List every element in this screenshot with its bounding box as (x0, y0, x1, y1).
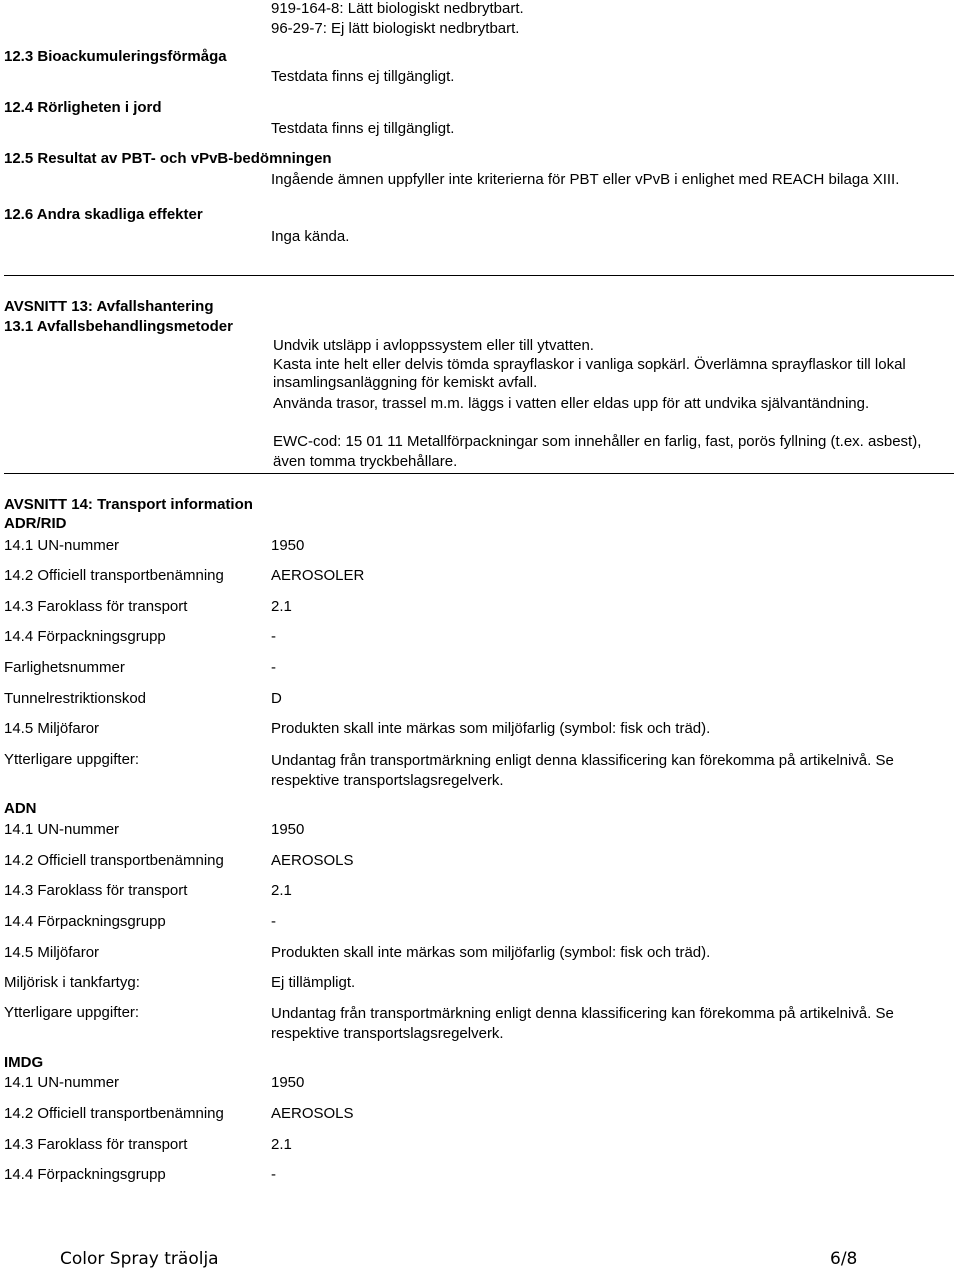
adn-title: ADN (4, 800, 37, 817)
adr-un-label: 14.1 UN-nummer (4, 537, 120, 554)
adn-packing-label: 14.4 Förpackningsgrupp (4, 913, 166, 930)
adr-hazard-number-value: - (271, 659, 276, 676)
adr-env-value: Produkten skall inte märkas som miljöfarlig (symbol: fisk och träd). (271, 720, 711, 737)
adn-extra-label: Ytterligare uppgifter: (4, 1004, 140, 1021)
adr-class-label: 14.3 Faroklass för transport (4, 598, 188, 615)
pbt-label: 12.5 Resultat av PBT- och vPvB-bedömningen (4, 150, 332, 167)
imdg-title: IMDG (4, 1054, 44, 1071)
bioaccumulation-value: Testdata finns ej tillgängligt. (271, 68, 455, 85)
adr-un-value: 1950 (271, 537, 305, 554)
adn-name-label: 14.2 Officiell transportbenämning (4, 852, 224, 869)
adr-hazard-number-label: Farlighetsnummer (4, 659, 125, 676)
waste-line-2: Kasta inte helt eller delvis tömda sprayflaskor i vanliga sopkärl. Överlämna sprayflaskor till lokal insamlingsanläggning för kemiskt avfall. (273, 356, 906, 391)
adn-env-value: Produkten skall inte märkas som miljöfarlig (symbol: fisk och träd). (271, 944, 711, 961)
adr-packing-value: - (271, 628, 276, 645)
pbt-value: Ingående ämnen uppfyller inte kriterierna för PBT eller vPvB i enlighet med REACH bilaga XIII. (271, 171, 900, 188)
mobility-value: Testdata finns ej tillgängligt. (271, 120, 455, 137)
other-effects-value: Inga kända. (271, 228, 350, 245)
adn-packing-value: - (271, 913, 276, 930)
adr-title: ADR/RID (4, 515, 67, 532)
degradability-line-2: 96-29-7: Ej lätt biologiskt nedbrytbart. (271, 20, 520, 37)
imdg-name-value: AEROSOLS (271, 1105, 354, 1122)
imdg-packing-value: - (271, 1166, 276, 1183)
ewc-code: EWC-cod: 15 01 11 Metallförpackningar som innehåller en farlig, fast, porös fyllning (t.ex. asbest), även tomma tryckbehållare. (273, 433, 922, 470)
adr-name-value: AEROSOLER (271, 567, 365, 584)
imdg-packing-label: 14.4 Förpackningsgrupp (4, 1166, 166, 1183)
imdg-class-label: 14.3 Faroklass för transport (4, 1136, 188, 1153)
section-divider (4, 473, 954, 474)
adn-class-value: 2.1 (271, 882, 292, 899)
adn-name-value: AEROSOLS (271, 852, 354, 869)
bioaccumulation-label: 12.3 Bioackumuleringsförmåga (4, 48, 227, 65)
adn-un-label: 14.1 UN-nummer (4, 821, 120, 838)
adn-extra-value: Undantag från transportmärkning enligt denna klassificering kan förekomma på artikelnivå. Se respektive transportslagsregelverk. (271, 1005, 894, 1042)
adn-un-value: 1950 (271, 821, 305, 838)
section-13-heading: AVSNITT 13: Avfallshantering (4, 298, 214, 315)
waste-method-label: 13.1 Avfallsbehandlingsmetoder (4, 318, 233, 335)
adn-tank-value: Ej tillämpligt. (271, 974, 356, 991)
imdg-un-value: 1950 (271, 1074, 305, 1091)
adr-name-label: 14.2 Officiell transportbenämning (4, 567, 224, 584)
adr-class-value: 2.1 (271, 598, 292, 615)
adr-env-label: 14.5 Miljöfaror (4, 720, 100, 737)
adn-tank-label: Miljörisk i tankfartyg: (4, 974, 140, 991)
imdg-un-label: 14.1 UN-nummer (4, 1074, 120, 1091)
adr-extra-label: Ytterligare uppgifter: (4, 751, 140, 768)
section-14-heading: AVSNITT 14: Transport information (4, 496, 253, 513)
footer-product-name: Color Spray träolja (60, 1249, 219, 1269)
waste-line-3: Använda trasor, trassel m.m. läggs i vatten eller eldas upp för att undvika självantändning. (273, 395, 870, 412)
footer-page-number: 6/8 (830, 1249, 858, 1269)
adn-env-label: 14.5 Miljöfaror (4, 944, 100, 961)
waste-line-1: Undvik utsläpp i avloppssystem eller till ytvatten. (273, 337, 594, 354)
imdg-name-label: 14.2 Officiell transportbenämning (4, 1105, 224, 1122)
adr-packing-label: 14.4 Förpackningsgrupp (4, 628, 166, 645)
other-effects-label: 12.6 Andra skadliga effekter (4, 206, 203, 223)
adr-extra-value: Undantag från transportmärkning enligt denna klassificering kan förekomma på artikelnivå. Se respektive transportslagsregelverk. (271, 752, 894, 789)
mobility-label: 12.4 Rörligheten i jord (4, 99, 162, 116)
section-divider (4, 275, 954, 276)
adr-tunnel-value: D (271, 690, 282, 707)
adn-class-label: 14.3 Faroklass för transport (4, 882, 188, 899)
degradability-line-1: 919-164-8: Lätt biologiskt nedbrytbart. (271, 0, 524, 17)
adr-tunnel-label: Tunnelrestriktionskod (4, 690, 147, 707)
imdg-class-value: 2.1 (271, 1136, 292, 1153)
